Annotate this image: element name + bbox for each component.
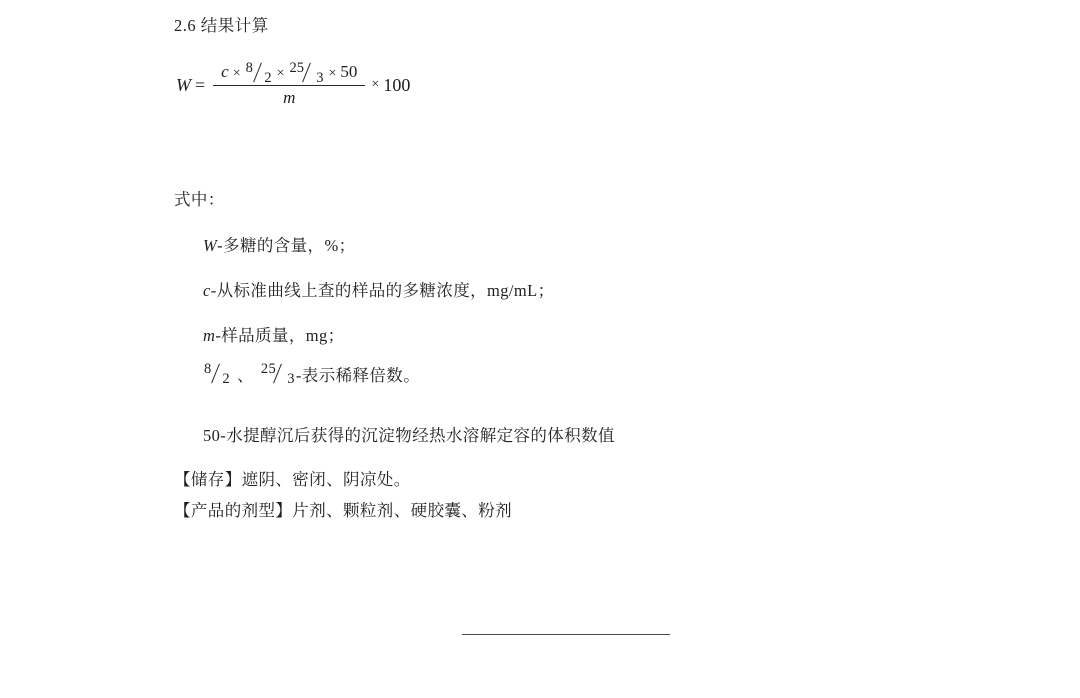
definition-c-symbol: c (203, 281, 211, 300)
fraction-25-3-denominator: 3 (316, 70, 324, 87)
formula-numerator-c: c (221, 62, 229, 81)
dilution-fraction-25-3 (261, 363, 295, 385)
fraction-8-2-numerator: 8 (245, 60, 253, 77)
dilution-25-3-numerator: 25 (260, 361, 277, 377)
definition-m-text: -样品质量，mg； (215, 326, 345, 345)
formula-equals: = (195, 74, 206, 95)
definition-c (203, 277, 555, 301)
dilution-8-2-numerator: 8 (204, 361, 212, 377)
formula-block (176, 62, 410, 108)
formula-times-3: × (328, 66, 337, 81)
storage-line: 【储存】遮阴、密闭、阴凉处。 (174, 470, 411, 489)
definition-w-text: -多糖的含量，%； (217, 236, 356, 255)
dilution-separator: 、 (237, 366, 254, 385)
dilution-fraction-8-2 (204, 363, 230, 385)
fraction-25-3-numerator: 25 (289, 60, 305, 77)
formula-times-1: × (232, 66, 241, 81)
formula-hundred: 100 (383, 74, 411, 95)
dosage-form-line: 【产品的剂型】片剂、颗粒剂、硬胶囊、粉剂 (174, 501, 512, 520)
definition-w (203, 232, 356, 256)
formula-numerator-50: 50 (340, 62, 358, 81)
definition-c-text: -从标准曲线上查的样品的多糖浓度，mg/mL； (210, 281, 555, 300)
fraction-slash-icon (211, 364, 220, 384)
fraction-slash-icon (253, 63, 262, 83)
section-heading: 2.6 结果计算 (174, 16, 269, 35)
definition-w-symbol: W (203, 236, 218, 255)
formula-times-2: × (276, 66, 285, 81)
formula-main-fraction (213, 62, 365, 108)
formula-fraction-8-2 (245, 60, 272, 87)
formula-times-4: × (371, 77, 380, 93)
where-label: 式中： (174, 190, 225, 209)
definition-m-symbol: m (203, 326, 216, 345)
definition-m (203, 322, 345, 346)
dilution-8-2-denominator: 2 (222, 371, 230, 387)
dilution-definition (203, 362, 420, 386)
dilution-text: -表示稀释倍数。 (295, 366, 421, 385)
volume-definition: 50-水提醇沉后获得的沉淀物经热水溶解定容的体积数值 (203, 426, 615, 445)
fraction-8-2-denominator: 2 (264, 70, 272, 87)
dilution-25-3-denominator: 3 (287, 371, 295, 387)
formula-result-variable: W (176, 74, 191, 95)
footer-divider (462, 634, 670, 635)
formula-denominator: m (283, 88, 296, 108)
formula-fraction-25-3 (289, 60, 324, 87)
formula-numerator (213, 62, 365, 85)
